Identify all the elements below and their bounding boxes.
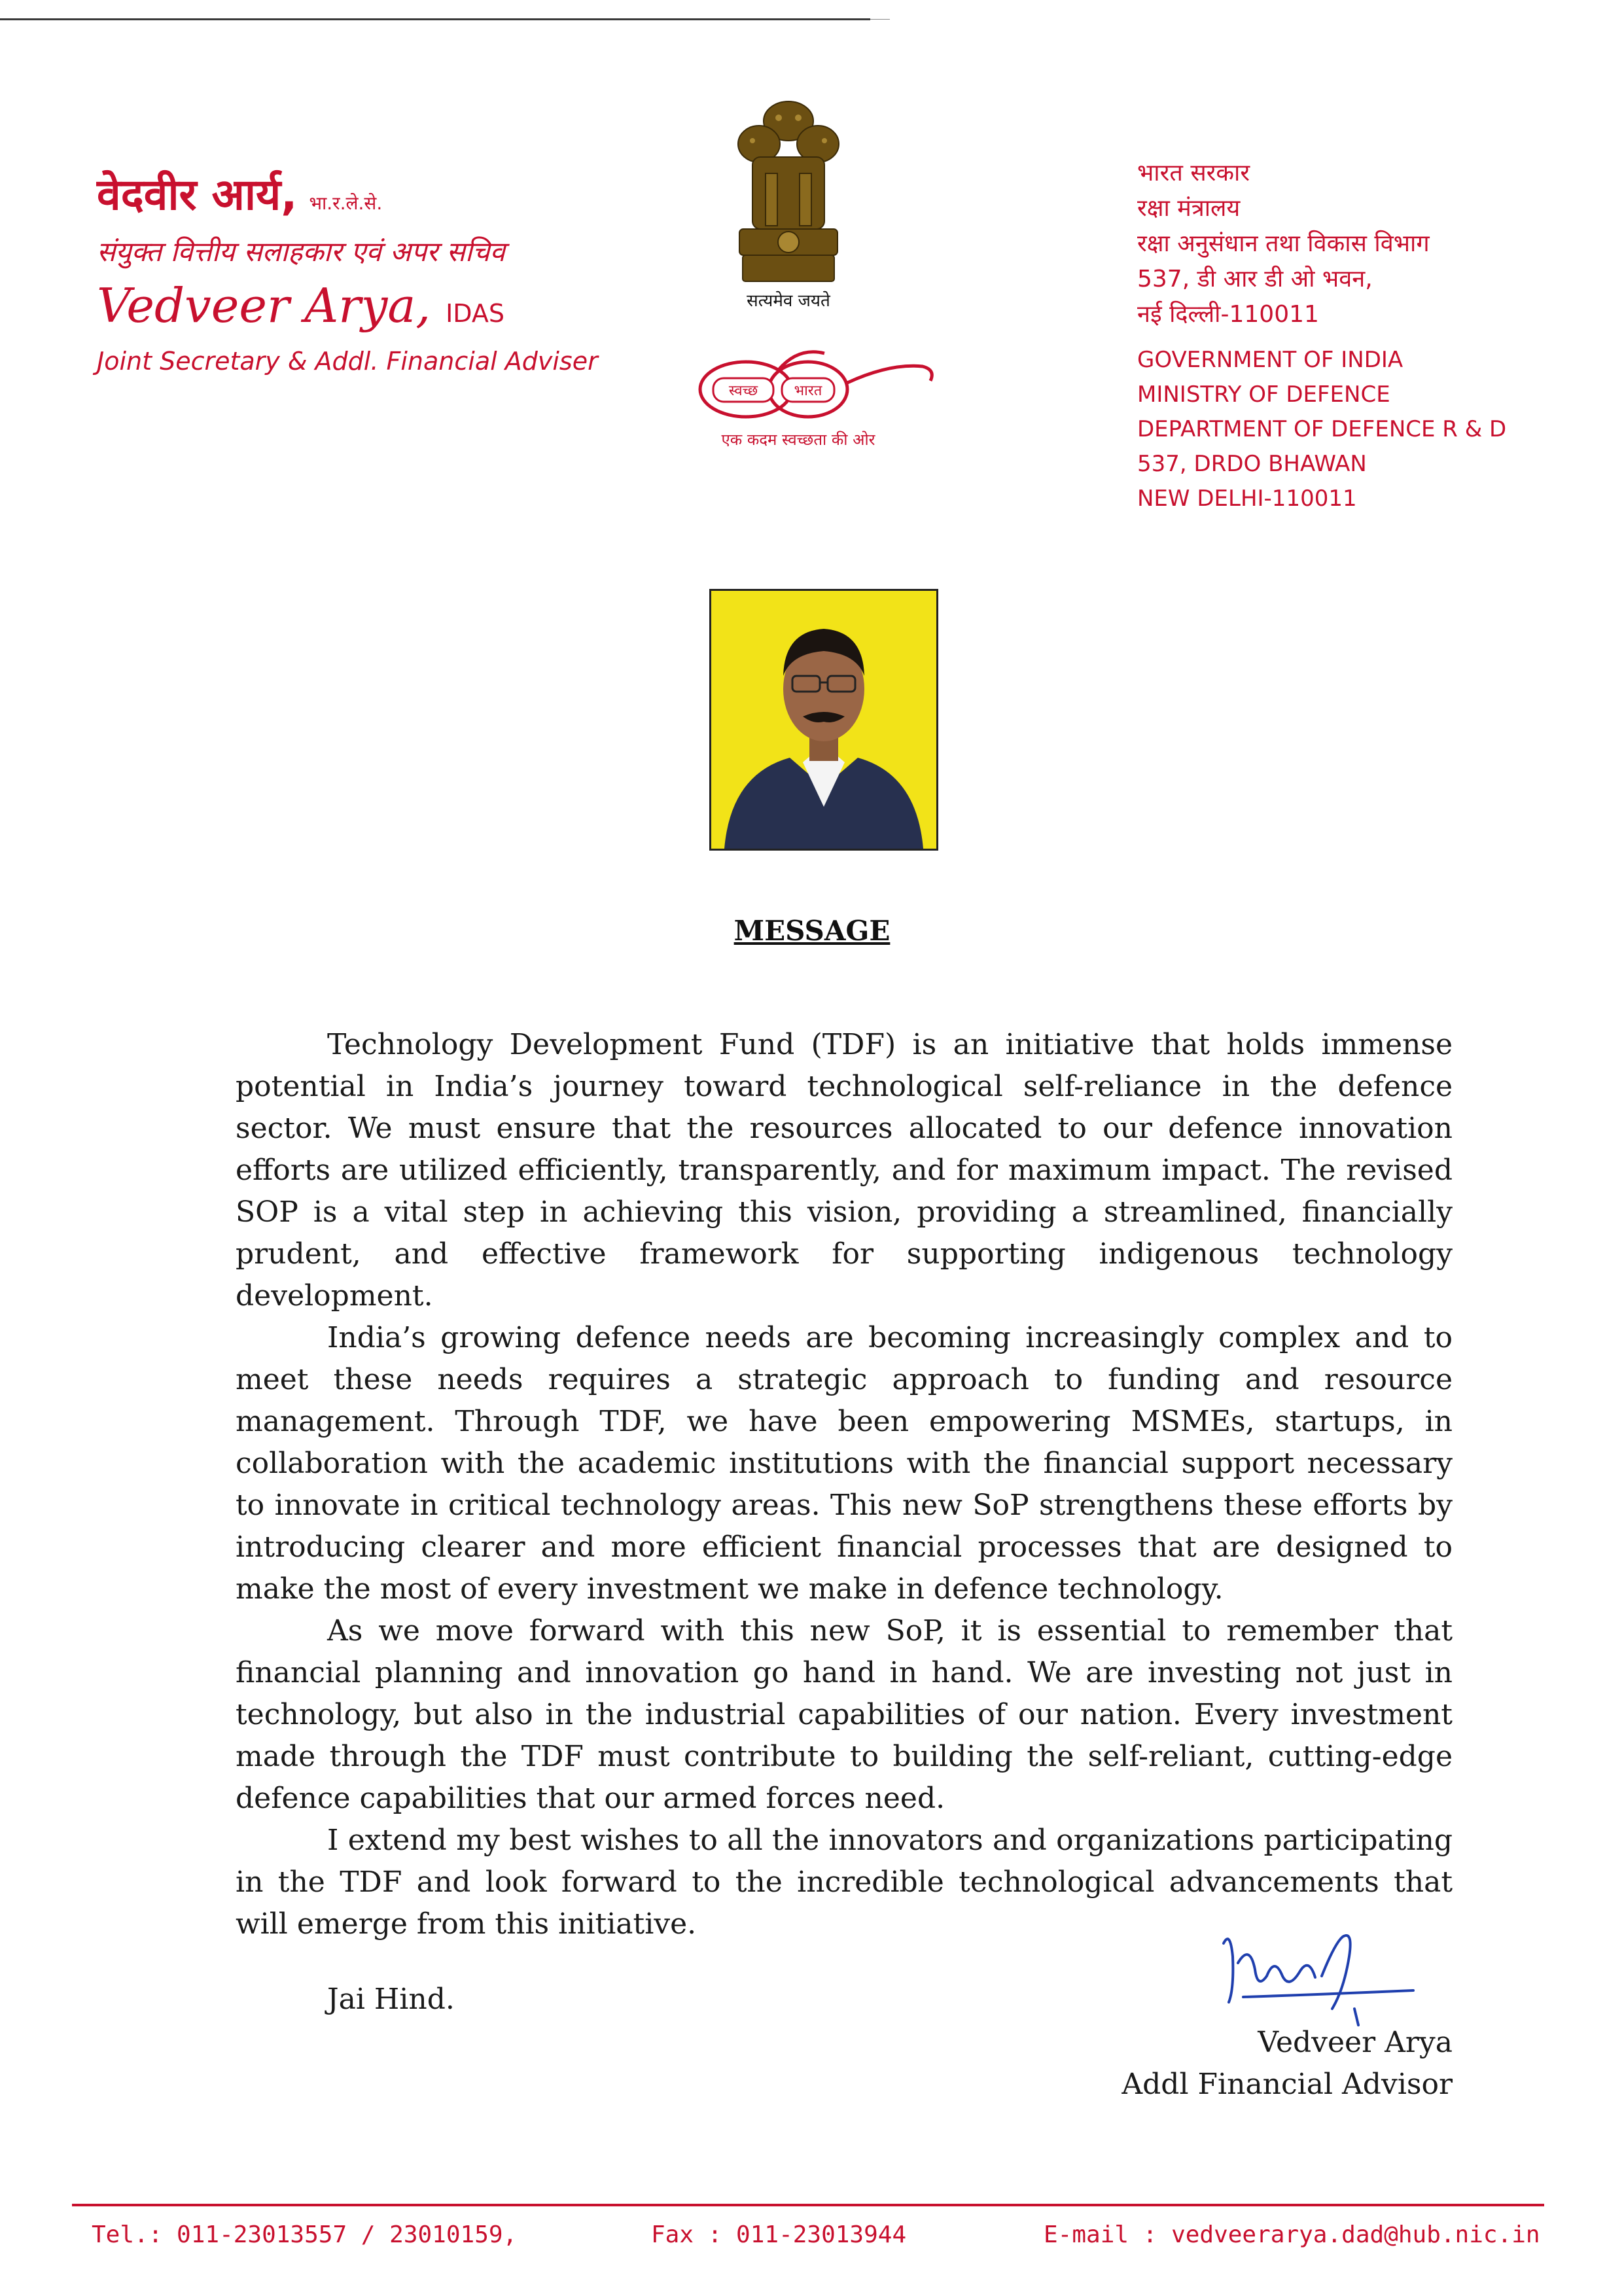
address-hindi-line: नई दिल्ली-110011 [1137,301,1319,328]
english-name: Vedveer Arya, IDAS [97,278,504,333]
footer-telephone: Tel.: 011-23013557 / 23010159, [92,2221,518,2248]
address-english-line: 537, DRDO BHAWAN [1137,451,1367,477]
closing-salutation: Jai Hind. [327,1983,455,2016]
address-hindi-line: भारत सरकार [1137,160,1250,186]
address-english-line: GOVERNMENT OF INDIA [1137,347,1403,373]
english-title: Joint Secretary & Addl. Financial Adviser [97,347,598,376]
swachh-left-label: स्वच्छ [728,383,758,399]
address-english-line: MINISTRY OF DEFENCE [1137,381,1390,408]
signatory-designation: Addl Financial Advisor [1121,2068,1453,2101]
address-english-line: NEW DELHI-110011 [1137,486,1357,512]
hindi-name: वेदवीर आर्य, भा.र.ले.से. [97,169,383,220]
body-paragraph: India’s growing defence needs are becoming increasingly complex and to meet these needs requires a strategic approach to funding and resource management. Through TDF, we have been empowering MSMEs, startups, in collaboration with the academic institutions with the financial support necessary to innovate in critical technology areas. This new SoP strengthens these efforts by introducing clearer and more efficient financial processes that are designed to make the most of every investment we make in defence technology. [236,1321,1453,1606]
english-service: IDAS [446,299,504,328]
body-paragraph: Technology Development Fund (TDF) is an initiative that holds immense potential in India’s journey toward technological self-reliance in the defence sector. We must ensure that the resources allocated to our defence innovation efforts are utilized efficiently, transparently, and for maximum impact. The revised SOP is a vital step in achieving this vision, providing a streamlined, financially prudent, and effective framework for supporting indigenous technology development. [236,1028,1453,1313]
top-rule-tail [870,19,890,20]
address-english-line: DEPARTMENT OF DEFENCE R & D [1137,416,1507,442]
emblem-motto: सत्यमेव जयते [747,291,830,311]
footer-fax: Fax : 011-23013944 [651,2221,907,2248]
address-hindi-line: रक्षा मंत्रालय [1137,195,1241,222]
national-emblem-icon [726,95,851,311]
message-body [236,1024,1453,1945]
address-hindi-line: रक्षा अनुसंधान तथा विकास विभाग [1137,230,1430,257]
signatory-name: Vedveer Arya [1258,2026,1453,2059]
swachh-tagline: एक कदम स्वच्छता की ओर [721,431,875,449]
top-rule [0,18,870,20]
address-hindi-line: 537, डी आर डी ओ भवन, [1137,266,1373,292]
hindi-title: संयुक्त वित्तीय सलाहकार एवं अपर सचिव [97,236,505,268]
body-paragraph: I extend my best wishes to all the innovators and organizations participating in the TDF and look forward to the incredible technological advancements that will emerge from this initiative. [236,1824,1453,1941]
portrait-photo [709,589,938,851]
body-paragraph: As we move forward with this new SoP, it is essential to remember that financial planning and innovation go hand in hand. We are investing not just in technology, but also in the industrial capabilities of our nation. Every investment made through the TDF must contribute to building the self-reliant, cutting-edge defence capabilities that our armed forces need. [236,1614,1453,1815]
message-heading: MESSAGE [733,915,891,947]
footer-email[interactable]: E-mail : vedveerarya.dad@hub.nic.in [1044,2221,1540,2248]
handwritten-signature [1204,1917,1426,2028]
swachh-bharat-glasses-icon [674,340,936,425]
footer-rule [72,2204,1544,2206]
signatory-block [1112,2022,1453,2106]
swachh-right-label: भारत [794,383,822,399]
hindi-service: भा.र.ले.से. [309,192,383,214]
person-portrait-icon [711,591,936,849]
